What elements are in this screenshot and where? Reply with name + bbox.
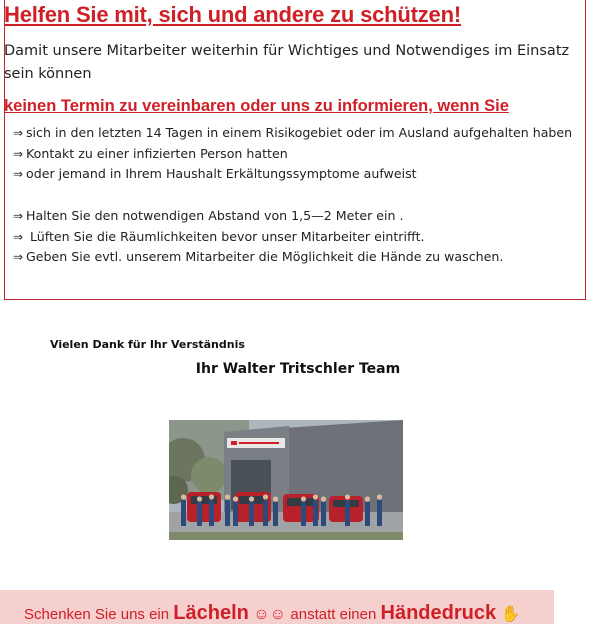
team-signature: Ihr Walter Tritschler Team — [195, 361, 401, 377]
list-item — [13, 144, 572, 165]
arrow-right-icon: ⇒ — [13, 229, 24, 244]
list-item — [13, 206, 503, 227]
team-photo — [169, 420, 403, 540]
arrow-right-icon: ⇒ — [13, 167, 24, 181]
smiley-icon: ☺☺ — [248, 606, 291, 623]
arrow-right-icon: ⇒ — [13, 250, 24, 264]
measures-list — [13, 206, 503, 268]
footer-slogan — [24, 590, 520, 638]
list-item — [13, 123, 572, 144]
list-item — [13, 164, 572, 185]
list-item-text: Lüften Sie die Räumlichkeiten bevor unser Mitarbeiter eintrifft. — [26, 228, 425, 244]
risk-conditions-list — [13, 123, 572, 185]
list-item-text: Kontakt zu einer infizierten Person hatten — [26, 145, 288, 161]
list-item-text: Halten Sie den notwendigen Abstand von 1,5—2 Meter ein . — [26, 208, 404, 223]
footer-text-part: anstatt einen — [290, 606, 381, 623]
intro-text: Damit unsere Mitarbeiter weiterhin für Wichtiges und Notwendiges im Einsatz sein können — [4, 43, 570, 82]
arrow-right-icon: ⇒ — [13, 209, 24, 223]
list-item — [13, 247, 503, 268]
arrow-right-icon: ⇒ — [13, 126, 24, 140]
hand-icon: ✋ — [496, 606, 521, 623]
main-heading: Helfen Sie mit, sich und andere zu schützen! — [4, 2, 461, 27]
footer-banner — [0, 590, 554, 624]
footer-emphasis-laecheln: Lächeln — [173, 602, 249, 624]
sub-heading: keinen Termin zu vereinbaren oder uns zu informieren, wenn Sie — [4, 97, 509, 115]
footer-text-part: Schenken Sie uns ein — [24, 606, 174, 623]
list-item-text: sich in den letzten 14 Tagen in einem Risikogebiet oder im Ausland aufgehalten haben — [26, 125, 573, 140]
list-item — [13, 227, 503, 248]
thanks-text: Vielen Dank für Ihr Verständnis — [50, 338, 245, 351]
arrow-right-icon: ⇒ — [13, 146, 24, 161]
list-item-text: oder jemand in Ihrem Haushalt Erkältungssymptome aufweist — [26, 166, 417, 181]
list-item-text: Geben Sie evtl. unserem Mitarbeiter die Möglichkeit die Hände zu waschen. — [26, 249, 504, 264]
footer-emphasis-haendedruck: Händedruck — [380, 602, 497, 624]
